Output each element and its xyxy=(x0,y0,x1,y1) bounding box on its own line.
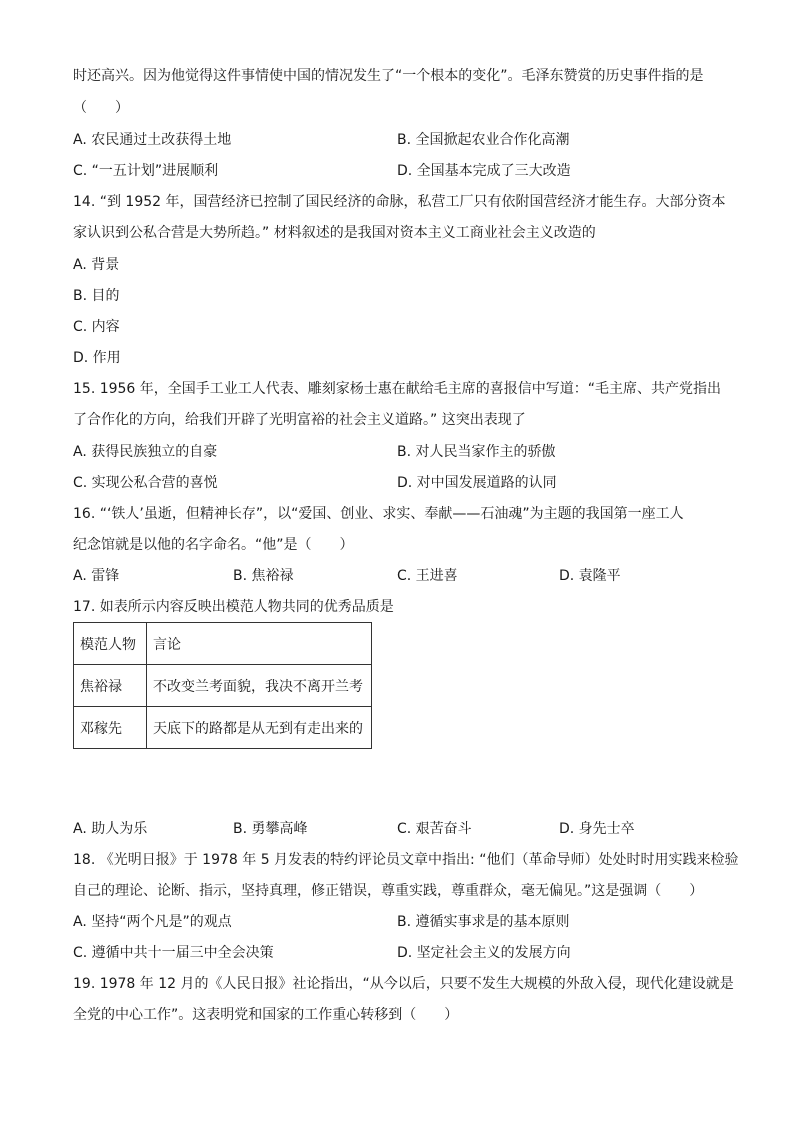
q15-stem-line1: 15. 1956 年，全国手工业工人代表、雕刻家杨士惠在献给毛主席的喜报信中写道：“毛主席、共产党指出 xyxy=(73,381,722,397)
q17-option-b[interactable]: B. 勇攀高峰 xyxy=(233,821,308,837)
table-cell: 邓稼先 xyxy=(74,707,147,749)
q17-option-c[interactable]: C. 艰苦奋斗 xyxy=(397,821,472,837)
q13-stem-line1: 时还高兴。因为他觉得这件事情使中国的情况发生了“一个根本的变化”。毛泽东赞赏的历史事件指的是 xyxy=(73,68,704,84)
table-header-cell: 模范人物 xyxy=(74,623,147,665)
q13-stem-line2: （ ） xyxy=(73,100,129,116)
q14-option-d[interactable]: D. 作用 xyxy=(73,350,121,366)
q16-option-a[interactable]: A. 雷锋 xyxy=(73,568,120,584)
q15-option-b[interactable]: B. 对人民当家作主的骄傲 xyxy=(397,444,556,460)
q19-stem-line2: 全党的中心工作”。这表明党和国家的工作重心转移到（ ） xyxy=(73,1007,459,1023)
table-header-cell: 言论 xyxy=(147,623,372,665)
q17-stem: 17. 如表所示内容反映出模范人物共同的优秀品质是 xyxy=(73,599,394,615)
q14-option-a[interactable]: A. 背景 xyxy=(73,257,120,273)
q15-option-d[interactable]: D. 对中国发展道路的认同 xyxy=(397,475,557,491)
q16-option-c[interactable]: C. 王进喜 xyxy=(397,568,458,584)
q13-option-d[interactable]: D. 全国基本完成了三大改造 xyxy=(397,163,571,179)
q14-stem-line1: 14. “到 1952 年，国营经济已控制了国民经济的命脉，私营工厂只有依附国营经济才能生存。大部分资本 xyxy=(73,194,726,210)
table-cell: 不改变兰考面貌，我决不离开兰考 xyxy=(147,665,372,707)
table-row xyxy=(74,665,372,707)
q18-option-d[interactable]: D. 坚定社会主义的发展方向 xyxy=(397,945,571,961)
q16-stem-line1: 16. “‘铁人’虽逝，但精神长存”，以“爱国、创业、求实、奉献——石油魂”为主题的我国第一座工人 xyxy=(73,506,684,522)
q18-stem-line1: 18. 《光明日报》于 1978 年 5 月发表的特约评论员文章中指出: “他们（革命导师）处处时时用实践来检验 xyxy=(73,852,739,868)
q16-stem-line2: 纪念馆就是以他的名字命名。“他”是（ ） xyxy=(73,537,354,553)
q15-option-c[interactable]: C. 实现公私合营的喜悦 xyxy=(73,475,218,491)
q14-stem-line2: 家认识到公私合营是大势所趋。” 材料叙述的是我国对资本主义工商业社会主义改造的 xyxy=(73,225,596,241)
q14-option-c[interactable]: C. 内容 xyxy=(73,319,120,335)
q13-option-a[interactable]: A. 农民通过土改获得土地 xyxy=(73,132,232,148)
q18-stem-line2: 自己的理论、论断、指示，坚持真理，修正错误，尊重实践，尊重群众，毫无偏见。”这是强调（ ） xyxy=(73,883,704,899)
q16-option-d[interactable]: D. 袁隆平 xyxy=(559,568,621,584)
q16-option-b[interactable]: B. 焦裕禄 xyxy=(233,568,294,584)
q18-option-c[interactable]: C. 遵循中共十一届三中全会决策 xyxy=(73,945,274,961)
table-header-row xyxy=(74,623,372,665)
q17-table xyxy=(73,622,372,749)
q14-option-b[interactable]: B. 目的 xyxy=(73,288,120,304)
q15-option-a[interactable]: A. 获得民族独立的自豪 xyxy=(73,444,218,460)
q13-option-c[interactable]: C. “一五计划”进展顺利 xyxy=(73,163,219,179)
q18-option-b[interactable]: B. 遵循实事求是的基本原则 xyxy=(397,914,570,930)
table-cell: 焦裕禄 xyxy=(74,665,147,707)
table-row xyxy=(74,707,372,749)
q18-option-a[interactable]: A. 坚持“两个凡是”的观点 xyxy=(73,914,232,930)
q13-option-b[interactable]: B. 全国掀起农业合作化高潮 xyxy=(397,132,570,148)
q17-option-d[interactable]: D. 身先士卒 xyxy=(559,821,635,837)
q19-stem-line1: 19. 1978 年 12 月的《人民日报》社论指出，“从今以后，只要不发生大规模的外敌入侵，现代化建设就是 xyxy=(73,976,734,992)
table-cell: 天底下的路都是从无到有走出来的 xyxy=(147,707,372,749)
q17-option-a[interactable]: A. 助人为乐 xyxy=(73,821,148,837)
q15-stem-line2: 了合作化的方向，给我们开辟了光明富裕的社会主义道路。” 这突出表现了 xyxy=(73,412,526,428)
